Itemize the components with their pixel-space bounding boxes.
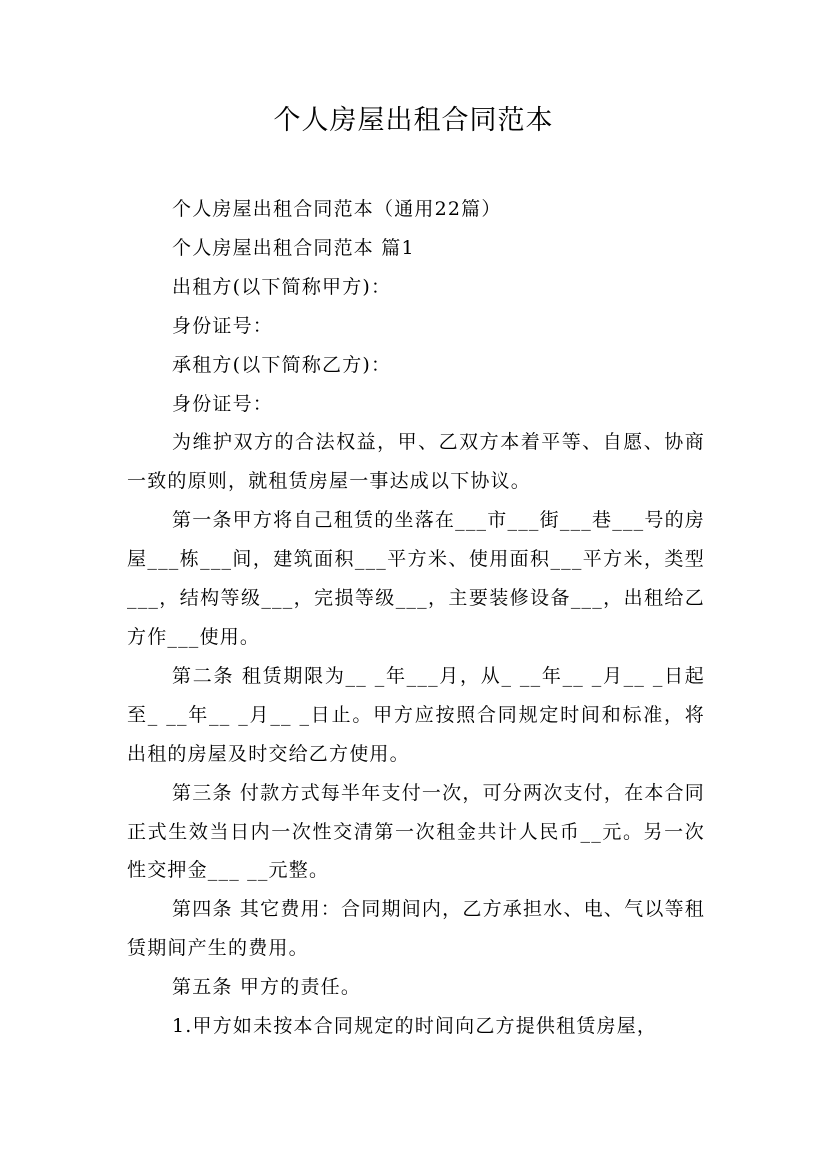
paragraph-article-1: 第一条甲方将自己租赁的坐落在___市___街___巷___号的房屋___栋___间，建筑面积___平方米、使用面积___平方米，类型___，结构等级___，完损等级___，主要装修设备___，出租给乙方作___使用。 [127, 509, 705, 648]
paragraph-lessor-id: 身份证号： [172, 314, 274, 337]
paragraph-section-heading: 个人房屋出租合同范本 篇1 [172, 236, 415, 259]
paragraph-clause-1: 1.甲方如未按本合同规定的时间向乙方提供租赁房屋， [172, 1015, 658, 1038]
paragraph-article-3: 第三条 付款方式每半年支付一次，可分两次支付，在本合同正式生效当日内一次性交清第一次租金共计人民币__元。另一次性交押金___ __元整。 [127, 781, 705, 882]
paragraph-article-4: 第四条 其它费用：合同期间内，乙方承担水、电、气以等租赁期间产生的费用。 [127, 898, 705, 960]
paragraph-lessor: 出租方(以下简称甲方)： [172, 275, 392, 298]
document-title: 个人房屋出租合同范本 [273, 105, 554, 136]
document-body [127, 190, 705, 1046]
paragraph-article-2: 第二条 租赁期限为__ _年___月，从_ __年__ _月__ _日起至_ __年__ _月__ _日止。甲方应按照合同规定时间和标准，将出租的房屋及时交给乙方使用。 [127, 664, 705, 765]
paragraph-preamble: 为维护双方的合法权益，甲、乙双方本着平等、自愿、协商一致的原则，就租赁房屋一事达成以下协议。 [127, 431, 705, 493]
paragraph-subtitle: 个人房屋出租合同范本（通用22篇） [172, 198, 502, 220]
paragraph-lessee-id: 身份证号： [172, 392, 274, 415]
paragraph-lessee: 承租方(以下简称乙方)： [172, 353, 392, 376]
paragraph-article-5: 第五条 甲方的责任。 [172, 976, 362, 999]
